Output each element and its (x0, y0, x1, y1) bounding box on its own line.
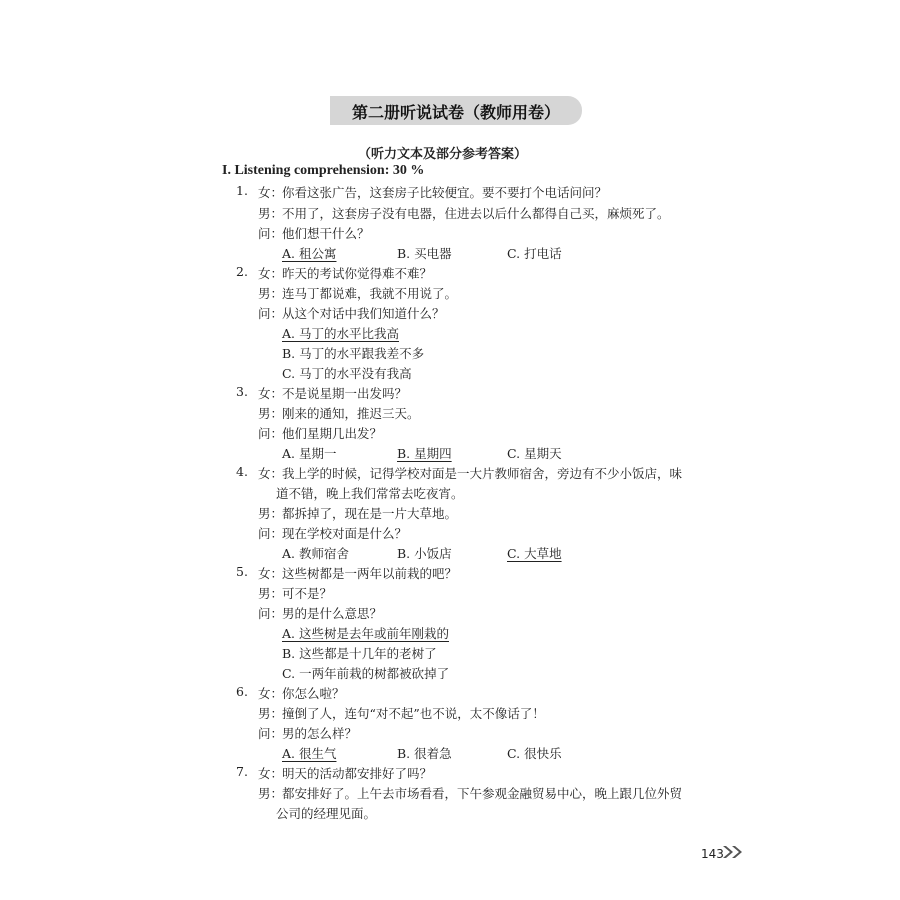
page-title: 第二册听说试卷（教师用卷） (351, 103, 560, 122)
question-number: 5. (236, 564, 248, 579)
question-number: 1. (236, 183, 248, 198)
question-text: 从这个对话中我们知道什么？ (282, 306, 445, 321)
dialogue-text: 昨天的考试你觉得难不难？ (282, 266, 433, 281)
speaker-label: 女： (258, 466, 284, 481)
option-b: B. 很着急 (397, 746, 452, 761)
speaker-label: 问： (258, 426, 284, 441)
question-number: 7. (236, 764, 248, 779)
speaker-label: 男： (258, 286, 284, 301)
dialogue-text: 你看这张广告，这套房子比较便宜。要不要打个电话问问？ (282, 185, 608, 200)
speaker-label: 问： (258, 226, 284, 241)
question-text: 他们星期几出发？ (282, 426, 383, 441)
option-c-answer: C. 大草地 (507, 546, 562, 561)
speaker-label: 女： (258, 686, 284, 701)
question-number: 2. (236, 264, 248, 279)
option-c: C. 打电话 (507, 246, 562, 261)
speaker-label: 问： (258, 606, 284, 621)
title-banner (330, 96, 582, 125)
dialogue-text: 这些树都是一两年以前栽的吧？ (282, 566, 458, 581)
dialogue-text: 都安排好了。上午去市场看看，下午参观金融贸易中心，晚上跟几位外贸 (282, 786, 683, 801)
page-subtitle: （听力文本及部分参考答案） (358, 147, 528, 162)
question-number: 4. (236, 464, 248, 479)
speaker-label: 问： (258, 726, 284, 741)
question-number: 3. (236, 384, 248, 399)
option-b-answer: B. 星期四 (397, 446, 452, 461)
speaker-label: 男： (258, 406, 284, 421)
dialogue-text: 都拆掉了，现在是一片大草地。 (282, 506, 458, 521)
option-c: C. 星期天 (507, 446, 562, 461)
question-text: 男的怎么样？ (282, 726, 358, 741)
option-a: A. 教师宿舍 (282, 546, 349, 561)
dialogue-text: 撞倒了人，连句“对不起”也不说，太不像话了！ (282, 706, 545, 721)
option-a-answer: A. 租公寓 (282, 246, 337, 261)
dialogue-text: 明天的活动都安排好了吗？ (282, 766, 433, 781)
question-number: 6. (236, 684, 248, 699)
option-c: C. 很快乐 (507, 746, 562, 761)
question-text: 他们想干什么？ (282, 226, 370, 241)
option-a-answer: A. 马丁的水平比我高 (282, 326, 399, 341)
option-b: B. 马丁的水平跟我差不多 (282, 346, 425, 361)
speaker-label: 男： (258, 586, 284, 601)
speaker-label: 女： (258, 185, 284, 200)
dialogue-text: 不用了，这套房子没有电器，住进去以后什么都得自己买，麻烦死了。 (282, 206, 670, 221)
dialogue-text: 我上学的时候，记得学校对面是一大片教师宿舍，旁边有不少小饭店，味 (282, 466, 683, 481)
question-text: 男的是什么意思？ (282, 606, 383, 621)
speaker-label: 女： (258, 566, 284, 581)
option-b: B. 买电器 (397, 246, 452, 261)
dialogue-text: 可不是？ (282, 586, 333, 601)
option-a-answer: A. 很生气 (282, 746, 337, 761)
speaker-label: 男： (258, 786, 284, 801)
dialogue-text: 道不错，晚上我们常常去吃夜宵。 (276, 486, 464, 501)
speaker-label: 男： (258, 206, 284, 221)
speaker-label: 男： (258, 706, 284, 721)
section-heading: I. Listening comprehension: 30 % (222, 163, 425, 178)
option-c: C. 马丁的水平没有我高 (282, 366, 412, 381)
question-text: 现在学校对面是什么？ (282, 526, 408, 541)
option-a: A. 星期一 (282, 446, 337, 461)
option-c: C. 一两年前栽的树都被砍掉了 (282, 666, 450, 681)
speaker-label: 问： (258, 306, 284, 321)
dialogue-text: 公司的经理见面。 (276, 806, 377, 821)
speaker-label: 女： (258, 386, 284, 401)
option-b: B. 小饭店 (397, 546, 452, 561)
double-chevron-right-icon (722, 845, 744, 859)
dialogue-text: 刚来的通知，推迟三天。 (282, 406, 420, 421)
speaker-label: 女： (258, 766, 284, 781)
dialogue-text: 不是说星期一出发吗？ (282, 386, 408, 401)
speaker-label: 问： (258, 526, 284, 541)
speaker-label: 男： (258, 506, 284, 521)
dialogue-text: 你怎么啦？ (282, 686, 345, 701)
option-a-answer: A. 这些树是去年或前年刚栽的 (282, 626, 449, 641)
page-number: 143 (701, 847, 724, 861)
option-b: B. 这些都是十几年的老树了 (282, 646, 437, 661)
dialogue-text: 连马丁都说难，我就不用说了。 (282, 286, 458, 301)
speaker-label: 女： (258, 266, 284, 281)
